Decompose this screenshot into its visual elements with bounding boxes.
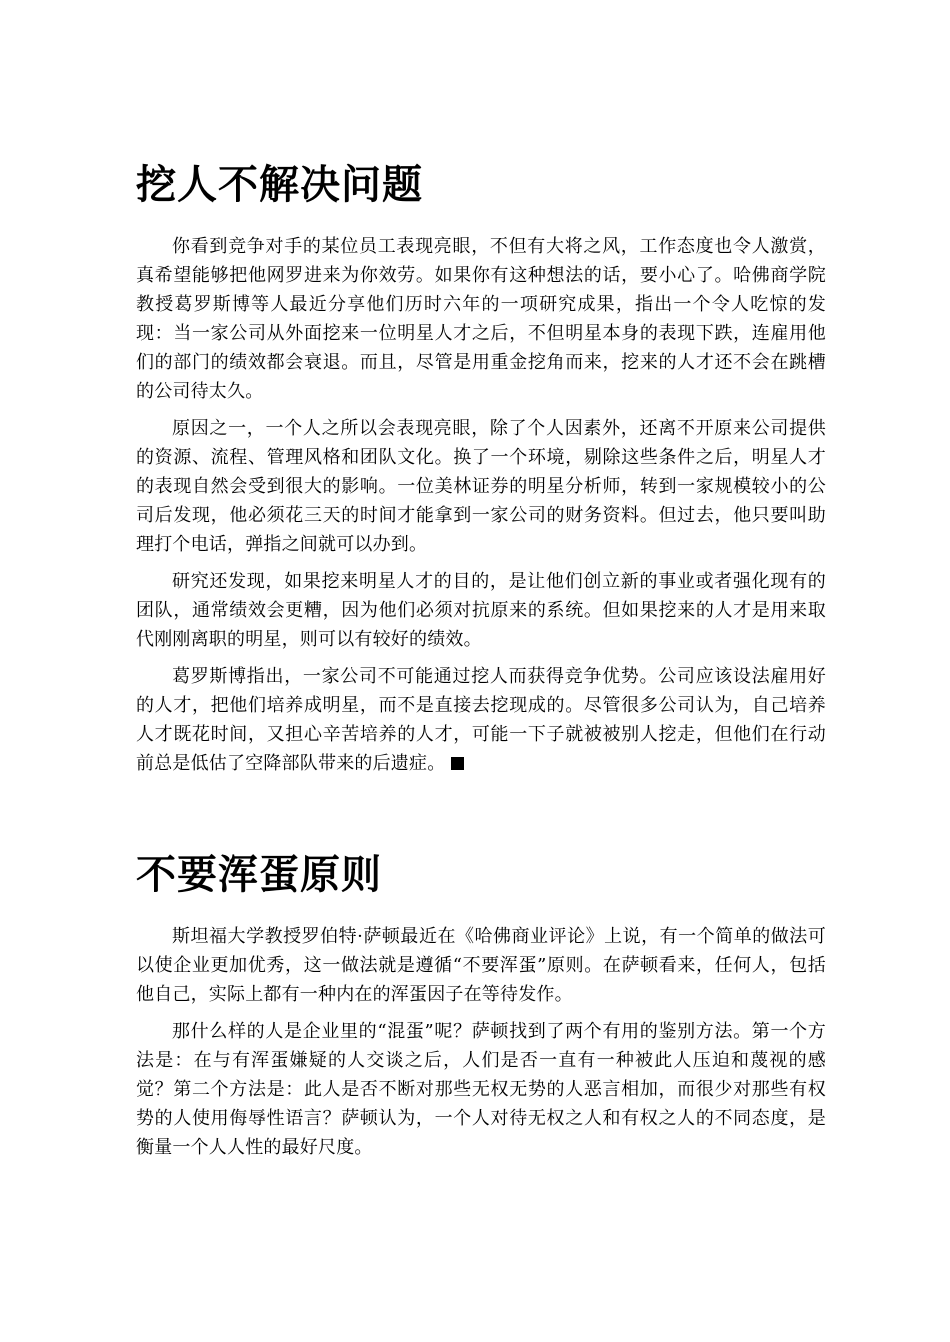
paragraph: 你看到竞争对手的某位员工表现亮眼，不但有大将之风，工作态度也令人激赏，真希望能够把他网罗进来为你效劳。如果你有这种想法的话，要小心了。哈佛商学院教授葛罗斯博等人最近分享他们历时六年的一项研究成果，指出一个令人吃惊的发现：当一家公司从外面挖来一位明星人才之后，不但明星本身的表现下跌，连雇用他们的部门的绩效都会衰退。而且，尽管是用重金挖角而来，挖来的人才还不会在跳槽的公司待太久。 <box>136 236 826 402</box>
paragraph-text: 葛罗斯博指出，一家公司不可能通过挖人而获得竞争优势。公司应该设法雇用好的人才，把他们培养成明星，而不是直接去挖现成的。尽管很多公司认为，自己培养人才既花时间，又担心辛苦培养的人才，可能一下子就被被别人挖走，但他们在行动前总是低估了空降部队带来的后遗症。 <box>136 666 826 774</box>
article-title: 不要浑蛋原则 <box>136 852 382 898</box>
end-of-article-square-icon <box>451 757 464 770</box>
article-poaching <box>136 158 826 786</box>
paragraph: 那什么样的人是企业里的“混蛋”呢？萨顿找到了两个有用的鉴别方法。第一个方法是：在与有浑蛋嫌疑的人交谈之后，人们是否一直有一种被此人压迫和蔑视的感觉？第二个方法是：此人是否不断对那些无权无势的人恶言相加，而很少对那些有权势的人使用侮辱性语言？萨顿认为，一个人对待无权之人和有权之人的不同态度，是衡量一个人人性的最好尺度。 <box>136 1021 826 1158</box>
paragraph: 原因之一，一个人之所以会表现亮眼，除了个人因素外，还离不开原来公司提供的资源、流程、管理风格和团队文化。换了一个环境，剔除这些条件之后，明星人才的表现自然会受到很大的影响。一位美林证券的明星分析师，转到一家规模较小的公司后发现，他必须花三天的时间才能拿到一家公司的财务资料。但过去，他只要叫助理打个电话，弹指之间就可以办到。 <box>136 418 826 555</box>
article-title: 挖人不解决问题 <box>136 162 423 208</box>
paragraph: 研究还发现，如果挖来明星人才的目的，是让他们创立新的事业或者强化现有的团队，通常绩效会更糟，因为他们必须对抗原来的系统。但如果挖来的人才是用来取代刚刚离职的明星，则可以有较好的绩效。 <box>136 571 826 650</box>
paragraph: 斯坦福大学教授罗伯特·萨顿最近在《哈佛商业评论》上说，有一个简单的做法可以使企业更加优秀，这一做法就是遵循“不要浑蛋”原则。在萨顿看来，任何人，包括他自己，实际上都有一种内在的浑蛋因子在等待发作。 <box>136 926 826 1005</box>
article-body <box>136 922 826 1162</box>
paragraph-with-end-mark <box>136 662 826 778</box>
article-no-jerk-rule <box>136 848 826 1170</box>
article-body <box>136 232 826 778</box>
